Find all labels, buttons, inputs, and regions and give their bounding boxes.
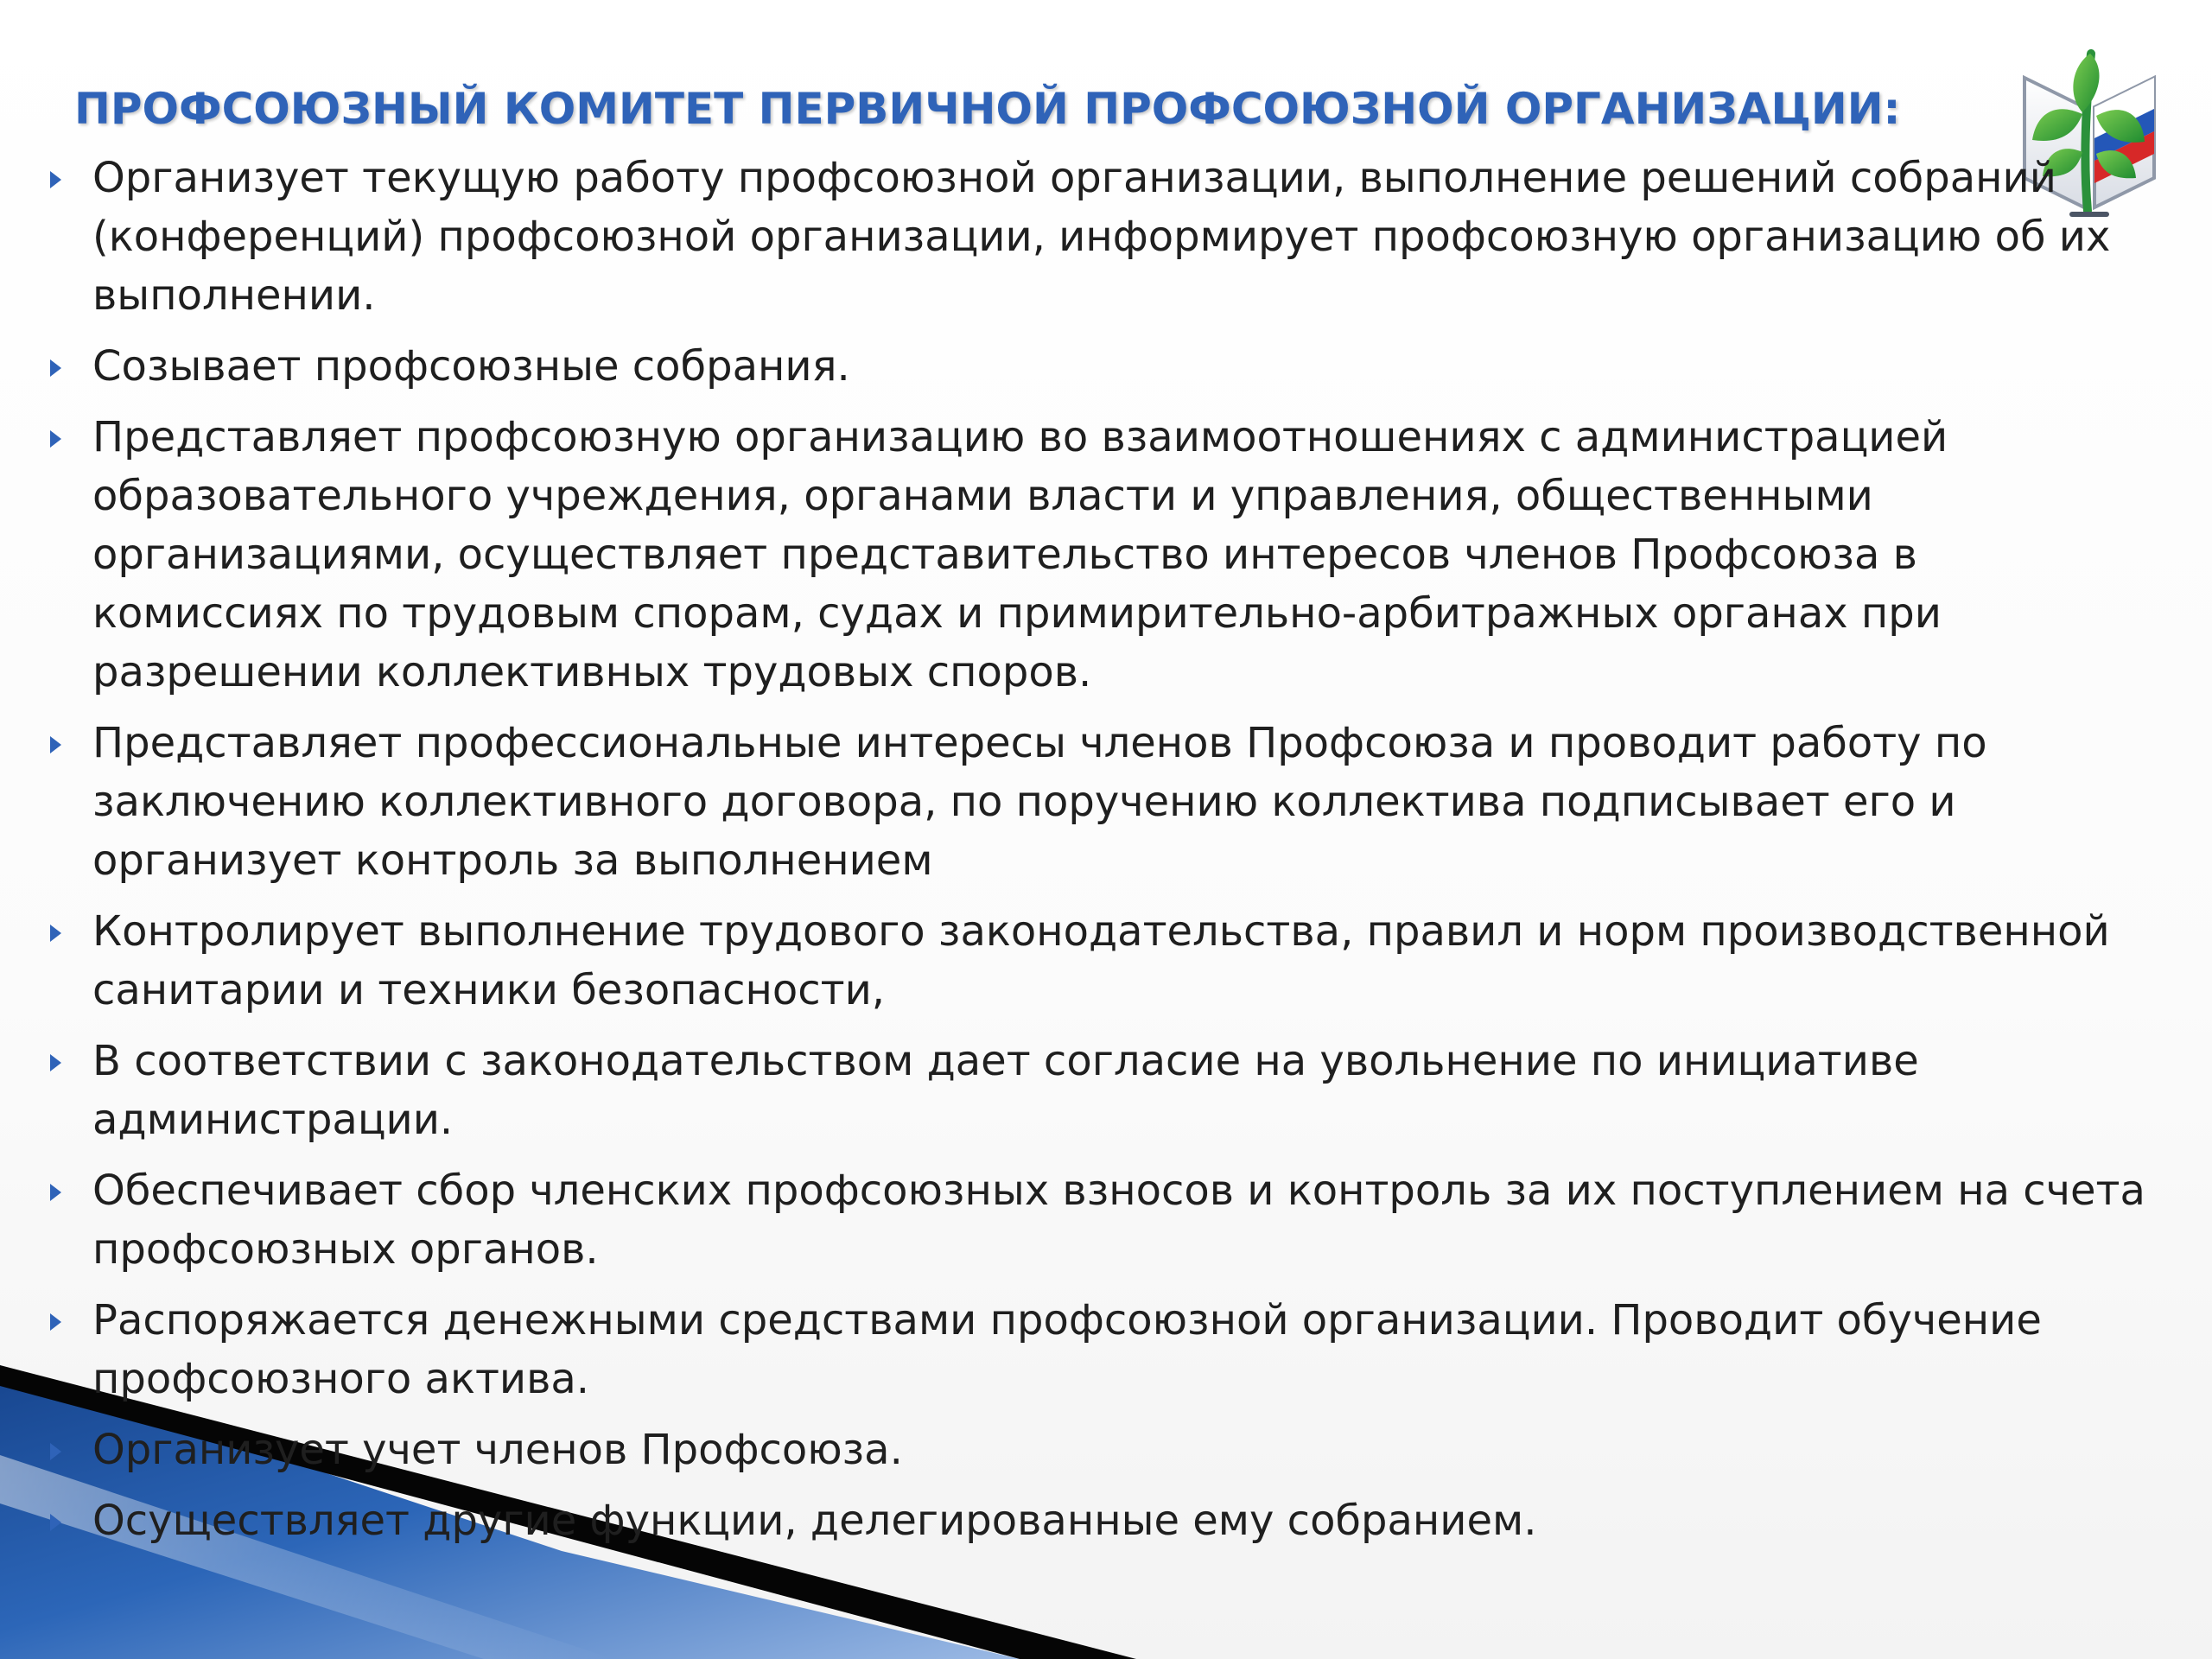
bullet-arrow-icon [50,1514,61,1531]
bullet-arrow-icon [50,430,61,448]
bullet-text: Осуществляет другие функции, делегированные ему собранием. [92,1497,1537,1545]
bullet-item-8 [41,1291,2150,1408]
bullet-item-3 [41,408,2150,702]
bullet-arrow-icon [50,1313,61,1331]
bullet-item-6 [41,1032,2150,1149]
bullet-arrow-icon [50,171,61,188]
slide-title: ПРОФСОЮЗНЫЙ КОМИТЕТ ПЕРВИЧНОЙ ПРОФСОЮЗНОЙ ОРГАНИЗАЦИИ: [74,84,1901,134]
bullet-item-4 [41,714,2150,890]
bullet-text: Распоряжается денежными средствами профсоюзной организации. Проводит обучение профсоюзного актива. [92,1296,2042,1403]
bullet-item-10 [41,1491,2150,1550]
bullet-item-7 [41,1161,2150,1279]
bullet-list [41,149,2150,1562]
bullet-arrow-icon [50,925,61,942]
bullet-item-1 [41,149,2150,325]
bullet-text: Контролирует выполнение трудового законодательства, правил и норм производственной санитарии и техники безопасности, [92,907,2110,1014]
bullet-arrow-icon [50,1443,61,1460]
bullet-text: Представляет профсоюзную организацию во взаимоотношениях с администрацией образовательного учреждения, органами власти и управления, общественными организациями, осуществляет представительство интересов членов Профсоюза в комиссиях по трудовым спорам, судах и примирительно-арбитражных органах при разрешении коллективных трудовых споров. [92,413,1948,696]
bullet-arrow-icon [50,1184,61,1201]
bullet-item-2 [41,337,2150,396]
bullet-arrow-icon [50,736,61,753]
bullet-arrow-icon [50,359,61,377]
bullet-text: Представляет профессиональные интересы членов Профсоюза и проводит работу по заключению коллективного договора, по поручению коллектива подписывает его и организует контроль за выполнением [92,719,1987,885]
bullet-text: Созывает профсоюзные собрания. [92,342,850,391]
bullet-text: Обеспечивает сбор членских профсоюзных взносов и контроль за их поступлением на счета профсоюзных органов. [92,1166,2145,1274]
bullet-arrow-icon [50,1054,61,1071]
bullet-item-9 [41,1421,2150,1479]
bullet-text: Организует учет членов Профсоюза. [92,1426,903,1474]
bullet-item-5 [41,902,2150,1020]
bullet-text: В соответствии с законодательством дает согласие на увольнение по инициативе администрации. [92,1037,1919,1144]
bullet-text: Организует текущую работу профсоюзной организации, выполнение решений собраний (конференций) профсоюзной организации, информирует профсоюзную организацию об их выполнении. [92,154,2111,320]
